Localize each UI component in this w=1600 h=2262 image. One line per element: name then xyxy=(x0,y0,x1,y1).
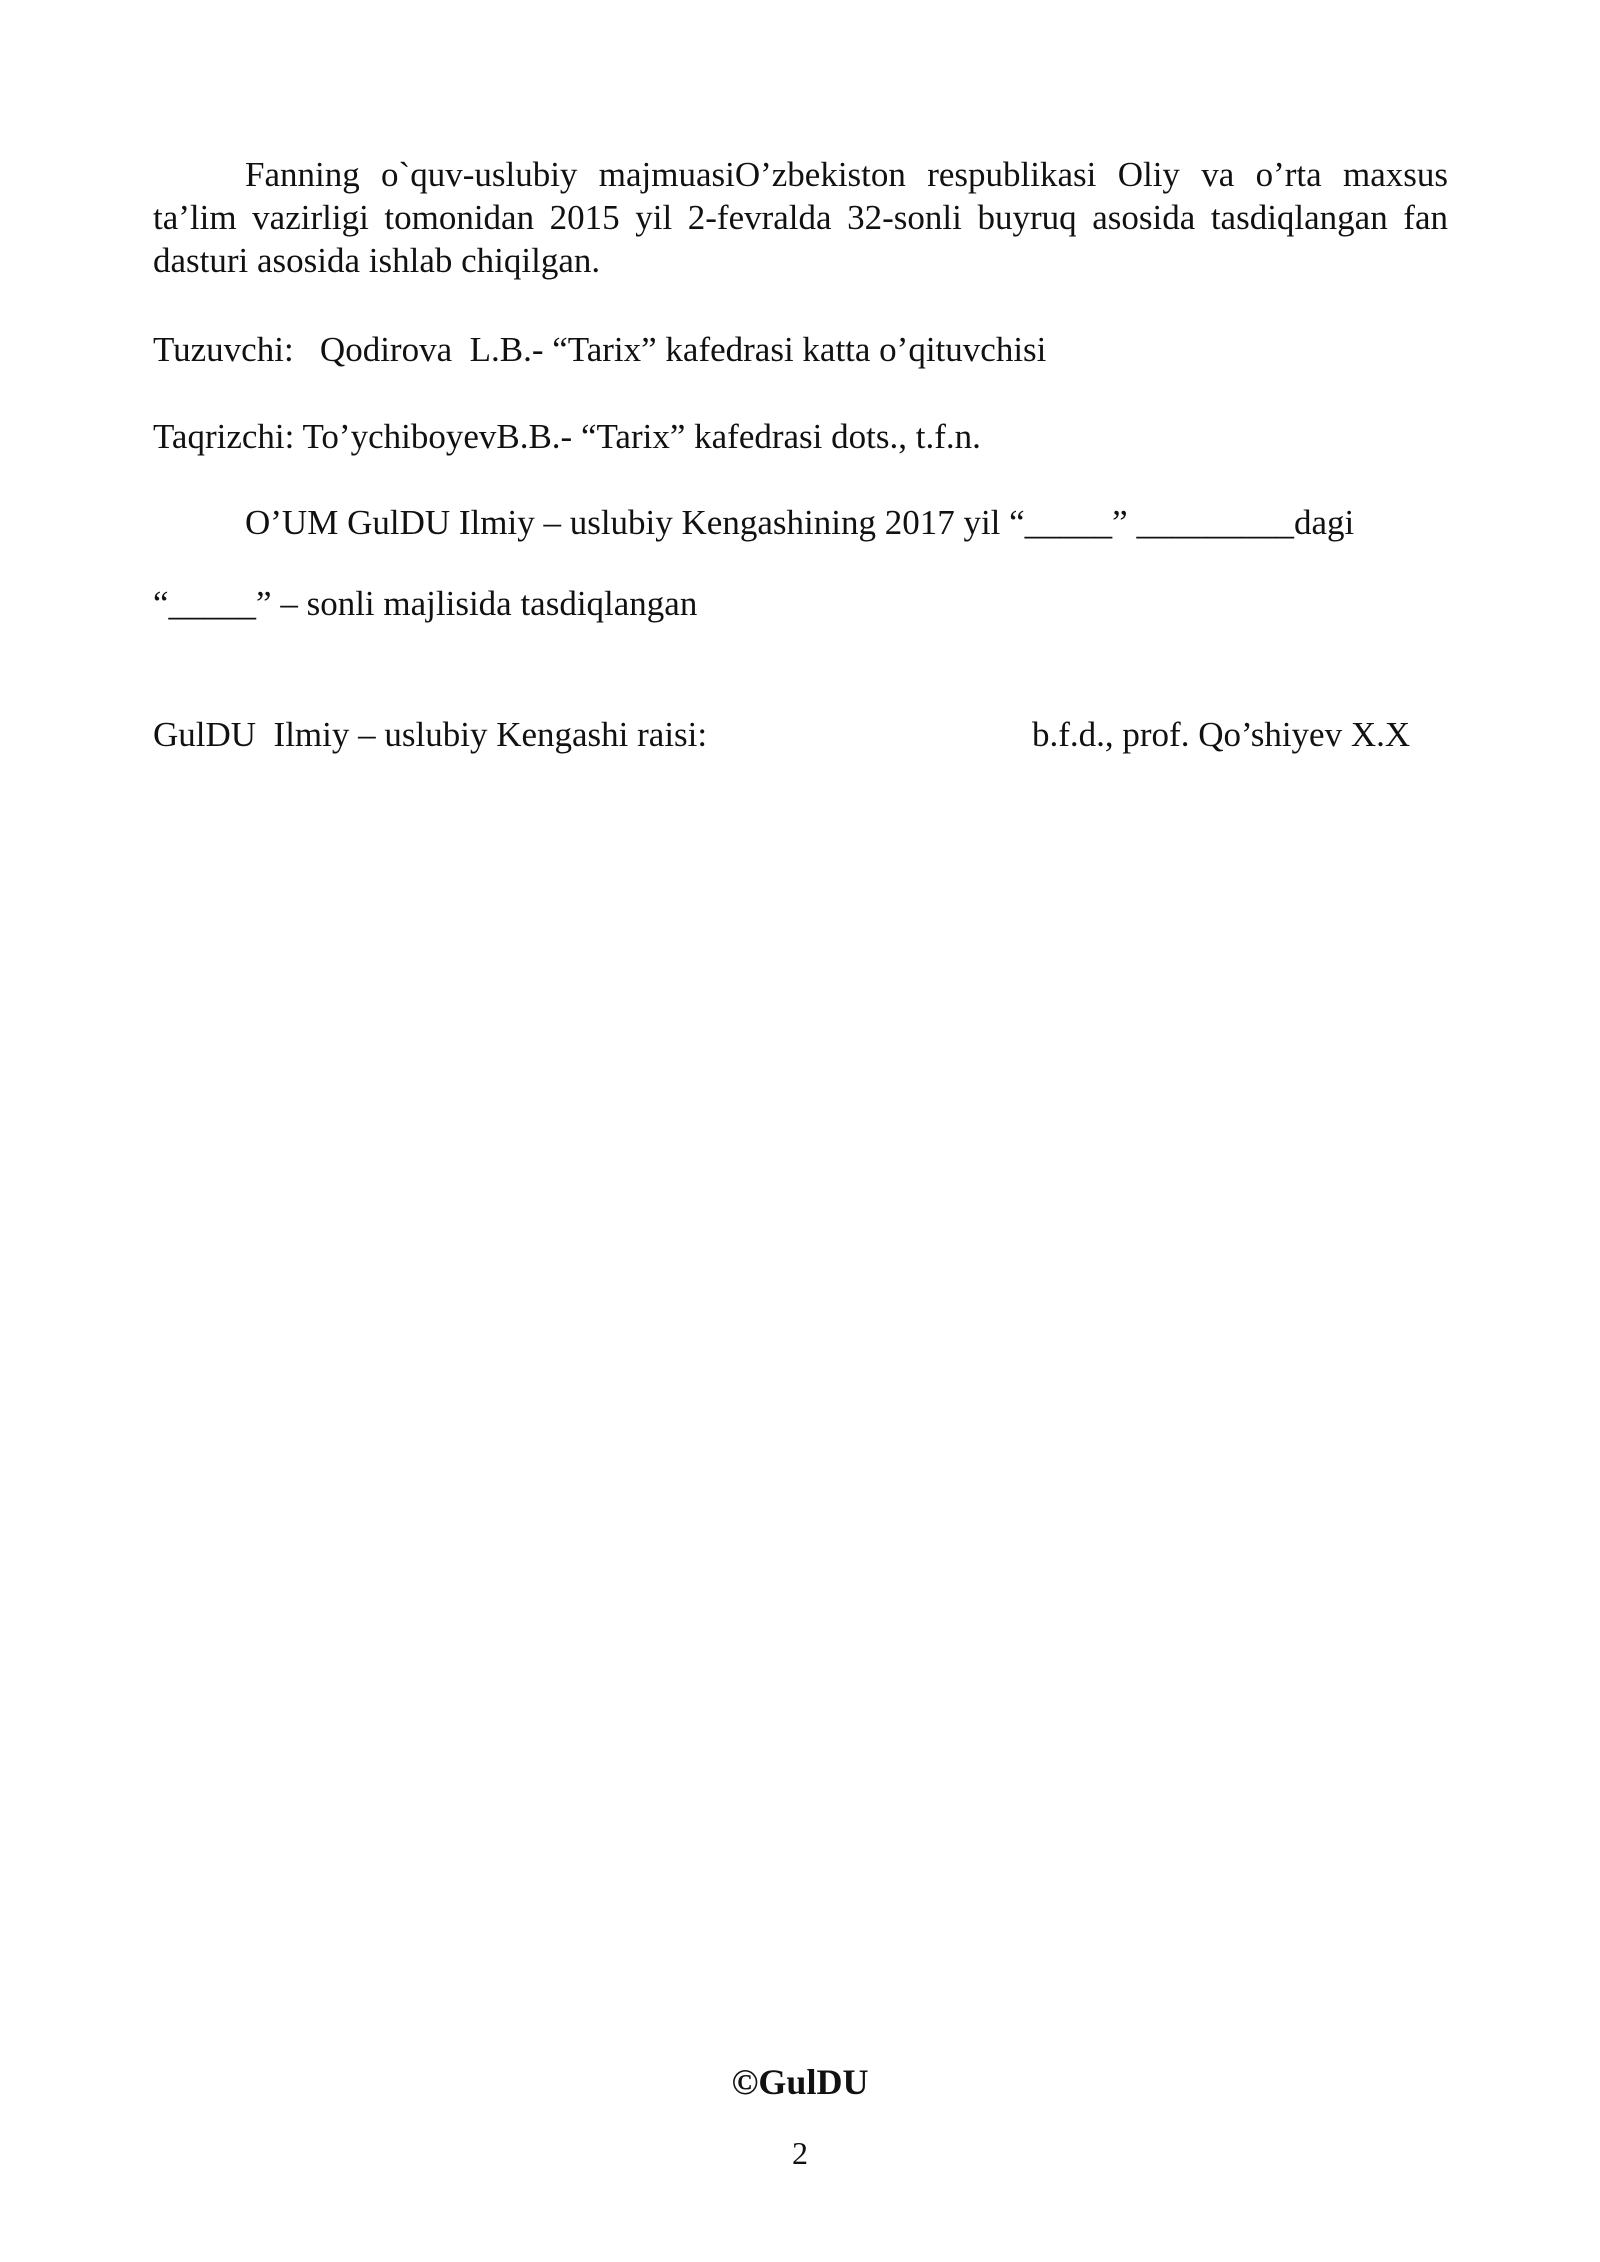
copyright-mark: ©GulDU xyxy=(731,2062,869,2102)
page-number: 2 xyxy=(792,2135,808,2171)
compiler-line: Tuzuvchi: Qodirova L.B.- “Tarix” kafedrasi katta o’qituvchisi xyxy=(153,330,1047,369)
chairman-label: GulDU Ilmiy – uslubiy Kengashi raisi: xyxy=(153,715,708,754)
reviewer-line: Taqrizchi: To’ychiboyevB.B.- “Tarix” kafedrasi dots., t.f.n. xyxy=(153,417,981,456)
intro-paragraph: Fanning o`quv-uslubiy majmuasiO’zbekiston respublikasi Oliy va o’rta maxsus ta’lim vazirligi tomonidan 2015 yil 2-fevralda 32-sonli buyruq asosida tasdiqlangan fan dasturi asosida ishlab chiqilgan. xyxy=(153,155,1448,280)
chairman-name: b.f.d., prof. Qo’shiyev X.X xyxy=(1032,715,1411,754)
approval-line-1: O’UM GulDU Ilmiy – uslubiy Kengashining 2017 yil “_____” _________dagi xyxy=(245,503,1355,542)
approval-line-2: “_____” – sonli majlisida tasdiqlangan xyxy=(153,584,698,623)
